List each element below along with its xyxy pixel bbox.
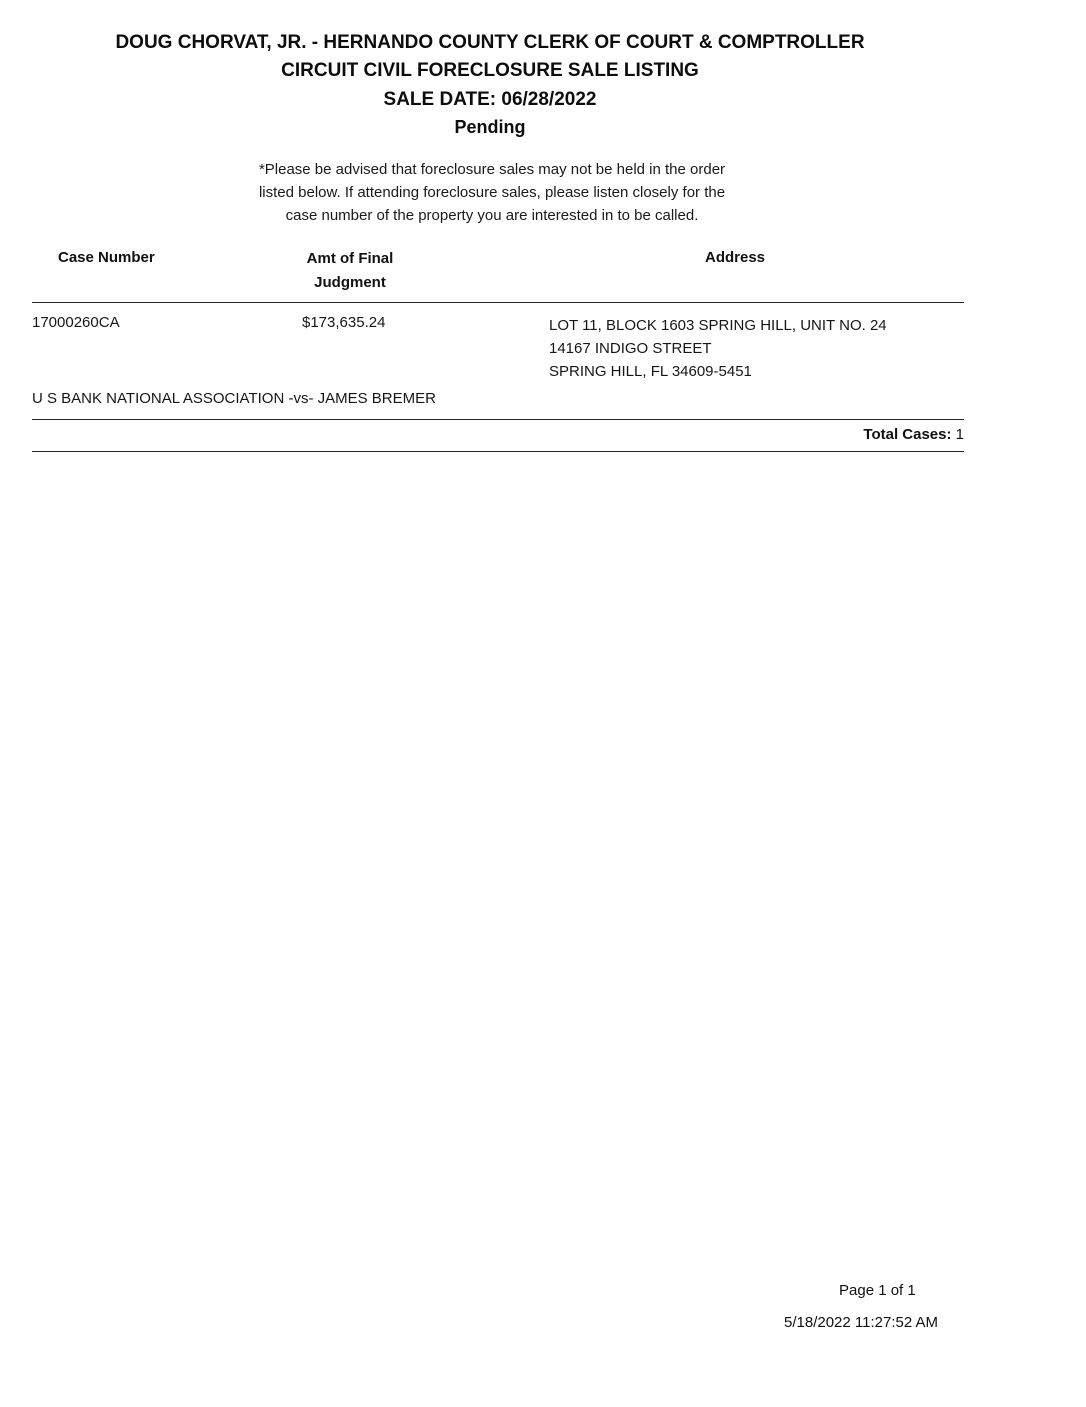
case-number-cell: 17000260CA [32,314,120,331]
notice-line: *Please be advised that foreclosure sales may not be held in the order [258,161,726,178]
amount-cell: $173,635.24 [302,314,386,331]
total-cases-value: 1 [955,426,964,443]
header-status: Pending [454,117,526,137]
header-listing-title: CIRCUIT CIVIL FORECLOSURE SALE LISTING [281,60,699,81]
column-header-address: Address [704,249,766,266]
header-sale-date: SALE DATE: 06/28/2022 [383,89,597,110]
notice-line: case number of the property you are interested in to be called. [285,207,699,224]
total-cases [863,426,964,443]
header-divider [32,302,964,303]
total-divider [32,451,964,452]
notice-line: listed below. If attending foreclosure sales, please listen closely for the [258,184,726,201]
column-header-case-number: Case Number [58,249,155,266]
column-header-amount [270,247,430,295]
address-city-state-zip: SPRING HILL, FL 34609-5451 [549,363,752,380]
page-number: Page 1 of 1 [839,1282,916,1299]
total-cases-label: Total Cases: [863,426,952,443]
advisory-notice [200,158,784,227]
print-timestamp: 5/18/2022 11:27:52 AM [784,1314,939,1331]
column-header-amount-line1: Amt of Final [306,250,394,267]
case-parties: U S BANK NATIONAL ASSOCIATION -vs- JAMES BREMER [32,390,436,407]
row-divider [32,419,964,420]
address-street: 14167 INDIGO STREET [549,340,712,357]
address-legal-description: LOT 11, BLOCK 1603 SPRING HILL, UNIT NO. 24 [549,317,887,334]
header-clerk-title: DOUG CHORVAT, JR. - HERNANDO COUNTY CLERK OF COURT & COMPTROLLER [115,32,865,53]
column-header-amount-line2: Judgment [314,274,386,291]
address-cell [549,314,887,383]
